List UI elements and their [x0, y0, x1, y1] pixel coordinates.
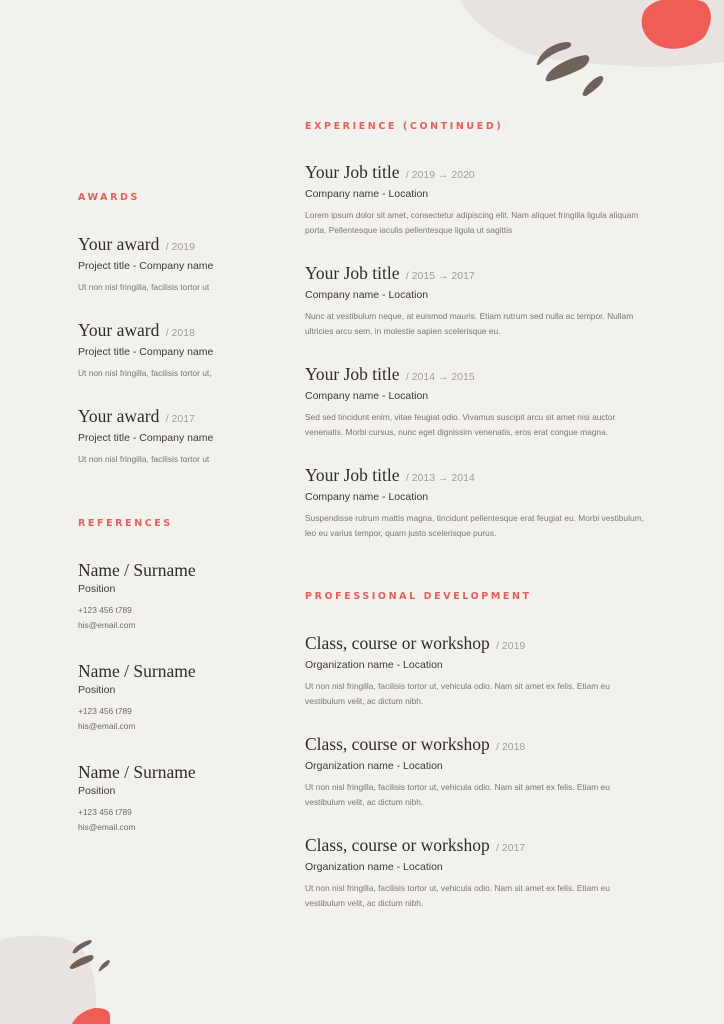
job-title: Your Job title: [305, 263, 400, 283]
award-title-line: [78, 406, 213, 429]
course-entry: [305, 633, 650, 709]
reference-position: Position: [78, 684, 116, 696]
reference-name: Name / Surname: [78, 560, 196, 580]
reference-entry: [78, 661, 196, 734]
award-entry: [78, 234, 213, 295]
reference-phone: +123 456 t789: [78, 807, 132, 817]
reference-phone: +123 456 t789: [78, 706, 132, 716]
course-title: Class, course or workshop: [305, 633, 490, 653]
course-title-line: [305, 633, 650, 656]
job-entry: [305, 465, 650, 541]
job-description: Nunc at vestibulum neque, at euismod mauris. Etiam rutrum sed nulla ac tempor. Nullam ultricies arcu sem, in molestie sapien scelerisque eu.: [305, 311, 634, 336]
course-title-line: [305, 734, 650, 757]
gray-blob-shape: [0, 936, 96, 1024]
job-dates: / 2019 → 2020: [405, 169, 475, 181]
job-title-line: [305, 162, 650, 185]
course-title-line: [305, 835, 650, 858]
course-year: / 2018: [496, 741, 526, 753]
job-entry: [305, 364, 650, 440]
job-title: Your Job title: [305, 465, 400, 485]
course-entry: [305, 734, 650, 810]
award-year: / 2019: [165, 241, 195, 253]
job-dates: / 2013 → 2014: [405, 472, 475, 484]
course-year: / 2019: [496, 640, 526, 652]
reference-entry: [78, 762, 196, 835]
award-title-line: [78, 320, 213, 343]
course-year: / 2017: [496, 842, 526, 854]
reference-email[interactable]: his@email.com: [78, 620, 136, 630]
award-year: / 2018: [165, 327, 195, 339]
course-title: Class, course or workshop: [305, 835, 490, 855]
award-subtitle: Project title - Company name: [78, 346, 214, 358]
reference-contact: [78, 603, 196, 633]
reference-name: Name / Surname: [78, 661, 196, 681]
job-dates: / 2015 → 2017: [405, 270, 475, 282]
job-title-line: [305, 465, 650, 488]
award-year: / 2017: [165, 413, 195, 425]
course-organization-location: Organization name - Location: [305, 861, 443, 873]
course-description: Ut non nisl fringilla, facilisis tortor ut, vehicula odio. Nam sit amet ex felis. Etiam eu vestibulum velit, ac dictum nibh.: [305, 681, 610, 706]
award-subtitle: Project title - Company name: [78, 260, 214, 272]
reference-phone: +123 456 t789: [78, 605, 132, 615]
job-company-location: Company name - Location: [305, 390, 429, 402]
bottom-left-decoration: [0, 920, 200, 1024]
award-title: Your award: [78, 234, 160, 254]
job-title-line: [305, 364, 650, 387]
job-description: Sed sed tincidunt enim, vitae feugiat odio. Vivamus suscipit arcu sit amet nisi auctor venenatis. Morbi cursus, nunc eget dignissim venenatis, eros erat congue magna.: [305, 412, 616, 437]
experience-heading: EXPERIENCE (CONTINUED): [305, 121, 504, 132]
reference-email[interactable]: his@email.com: [78, 721, 136, 731]
job-description: Suspendisse rutrum mattis magna, tincidunt pellentesque erat feugiat eu. Morbi vestibulum, leo eu varius tempor, quam justo scelerisque purus.: [305, 513, 644, 538]
course-organization-location: Organization name - Location: [305, 659, 443, 671]
job-title-line: [305, 263, 650, 286]
reference-contact: [78, 805, 196, 835]
reference-name: Name / Surname: [78, 762, 196, 782]
reference-position: Position: [78, 583, 116, 595]
reference-contact: [78, 704, 196, 734]
job-company-location: Company name - Location: [305, 491, 429, 503]
job-title: Your Job title: [305, 364, 400, 384]
job-entry: [305, 263, 650, 339]
course-title: Class, course or workshop: [305, 734, 490, 754]
course-description: Ut non nisl fringilla, facilisis tortor ut, vehicula odio. Nam sit amet ex felis. Etiam eu vestibulum velit, ac dictum nibh.: [305, 883, 610, 908]
award-entry: [78, 320, 213, 381]
course-description: Ut non nisl fringilla, facilisis tortor ut, vehicula odio. Nam sit amet ex felis. Etiam eu vestibulum velit, ac dictum nibh.: [305, 782, 610, 807]
reference-entry: [78, 560, 196, 633]
awards-heading: AWARDS: [78, 192, 140, 203]
award-title-line: [78, 234, 213, 257]
job-title: Your Job title: [305, 162, 400, 182]
course-organization-location: Organization name - Location: [305, 760, 443, 772]
reference-position: Position: [78, 785, 116, 797]
award-description: Ut non nisl fringilla, facilisis tortor ut: [78, 282, 210, 292]
professional-development-heading: PROFESSIONAL DEVELOPMENT: [305, 591, 532, 602]
job-description: Lorem ipsum dolor sit amet, consectetur adipiscing elit. Nam aliquet fringilla ligula aliquam porta. Pellentesque iaculis pellentesque ligula ut sagittis: [305, 210, 639, 235]
job-company-location: Company name - Location: [305, 289, 429, 301]
award-description: Ut non nisl fringilla, facilisis tortor ut: [78, 454, 210, 464]
award-title: Your award: [78, 406, 160, 426]
reference-email[interactable]: his@email.com: [78, 822, 136, 832]
top-right-decoration: [440, 0, 724, 110]
award-description: Ut non nisl fringilla, facilisis tortor ut,: [78, 368, 212, 378]
job-entry: [305, 162, 650, 238]
job-company-location: Company name - Location: [305, 188, 429, 200]
job-dates: / 2014 → 2015: [405, 371, 475, 383]
award-entry: [78, 406, 213, 467]
award-title: Your award: [78, 320, 160, 340]
course-entry: [305, 835, 650, 911]
award-subtitle: Project title - Company name: [78, 432, 214, 444]
references-heading: REFERENCES: [78, 518, 173, 529]
